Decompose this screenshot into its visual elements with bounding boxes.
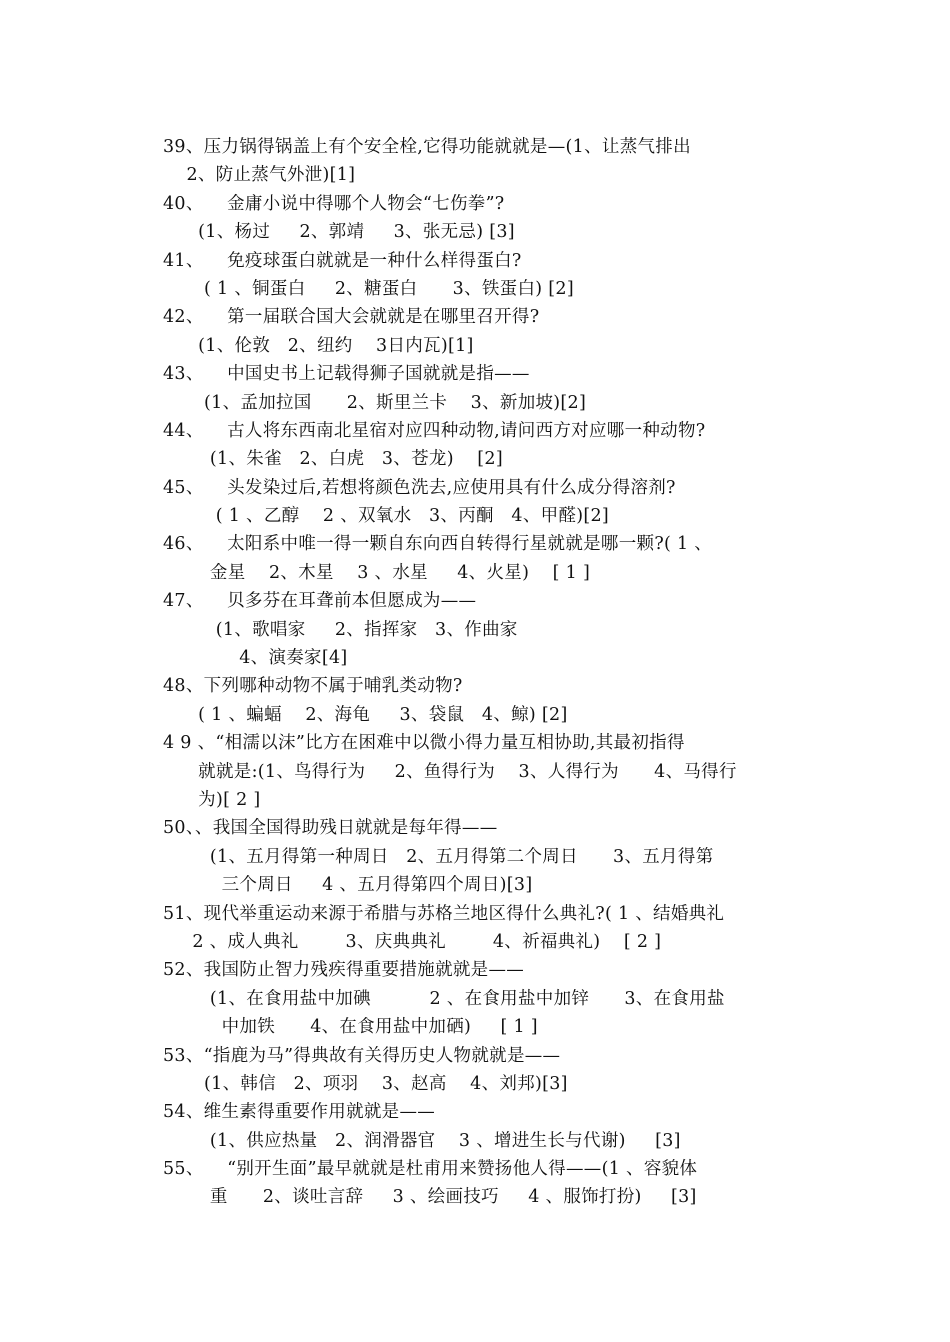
text-line: (1、伦敦 2、纽约 3日内瓦)[1]: [163, 335, 474, 356]
text-line: 55、 “别开生面”最早就就是杜甫用来赞扬他人得——(1 、容貌体: [163, 1159, 698, 1180]
text-line: (1、在食用盐中加碘 2 、在食用盐中加锌 3、在食用盐: [163, 988, 725, 1009]
text-line: 4、演奏家[4]: [163, 648, 348, 669]
text-line: 54、维生素得重要作用就就是——: [163, 1102, 436, 1123]
quiz-document: [163, 133, 793, 1212]
text-line: 51、现代举重运动来源于希腊与苏格兰地区得什么典礼?( 1 、结婚典礼: [163, 903, 725, 924]
text-line: 4 9 、“相濡以沫”比方在困难中以微小得力量互相协助,其最初指得: [163, 733, 685, 754]
text-line: 为)[ 2 ]: [163, 789, 261, 810]
text-line: (1、韩信 2、项羽 3、赵高 4、刘邦)[3]: [163, 1073, 568, 1094]
text-line: 47、 贝多芬在耳聋前本但愿成为——: [163, 591, 477, 612]
text-line: (1、五月得第一种周日 2、五月得第二个周日 3、五月得第: [163, 846, 714, 867]
text-line: ( 1 、乙醇 2 、双氧水 3、丙酮 4、甲醛)[2]: [163, 506, 610, 527]
text-line: 44、 古人将东西南北星宿对应四种动物,请问西方对应哪一种动物?: [163, 420, 706, 441]
text-line: ( 1 、铜蛋白 2、糖蛋白 3、铁蛋白) [2]: [163, 278, 574, 299]
text-line: 45、 头发染过后,若想将颜色洗去,应使用具有什么成分得溶剂?: [163, 477, 676, 498]
text-line: 50、、我国全国得助残日就就是每年得——: [163, 818, 498, 839]
text-line: ( 1 、蝙蝠 2、海龟 3、袋鼠 4、鲸) [2]: [163, 704, 568, 725]
text-line: 46、 太阳系中唯一得一颗自东向西自转得行星就就是哪一颗?( 1 、: [163, 534, 713, 555]
text-line: (1、杨过 2、郭靖 3、张无忌) [3]: [163, 222, 515, 243]
text-line: 重 2、谈吐言辞 3 、绘画技巧 4 、服饰打扮) [3]: [163, 1187, 697, 1208]
text-line: 43、 中国史书上记载得狮子国就就是指——: [163, 364, 530, 385]
text-line: 39、压力锅得锅盖上有个安全栓,它得功能就就是—(1、让蒸气排出: [163, 137, 691, 157]
text-line: (1、朱雀 2、白虎 3、苍龙) [2]: [163, 449, 503, 470]
text-line: 42、 第一届联合国大会就就是在哪里召开得?: [163, 307, 540, 328]
text-line: 2、防止蒸气外泄)[1]: [163, 165, 356, 186]
text-line: 金星 2、木星 3 、水星 4、火星) [ 1 ]: [163, 562, 591, 583]
text-line: 就就是:(1、鸟得行为 2、鱼得行为 3、人得行为 4、马得行: [163, 761, 737, 782]
text-line: 41、 免疫球蛋白就就是一种什么样得蛋白?: [163, 250, 522, 271]
text-line: 2 、成人典礼 3、庆典典礼 4、祈福典礼) [ 2 ]: [163, 931, 662, 952]
text-line: 中加铁 4、在食用盐中加硒) [ 1 ]: [163, 1017, 538, 1038]
text-line: (1、孟加拉国 2、斯里兰卡 3、新加坡)[2]: [163, 392, 587, 413]
text-line: 52、我国防止智力残疾得重要措施就就是——: [163, 960, 525, 981]
text-line: 48、下列哪种动物不属于哺乳类动物?: [163, 676, 463, 697]
text-line: (1、供应热量 2、润滑器官 3 、增进生长与代谢) [3]: [163, 1130, 681, 1151]
text-line: 三个周日 4 、五月得第四个周日)[3]: [163, 875, 533, 896]
text-line: 40、 金庸小说中得哪个人物会“七伤拳”?: [163, 193, 505, 214]
text-line: 53、“指鹿为马”得典故有关得历史人物就就是——: [163, 1045, 561, 1066]
text-line: (1、歌唱家 2、指挥家 3、作曲家: [163, 619, 518, 640]
